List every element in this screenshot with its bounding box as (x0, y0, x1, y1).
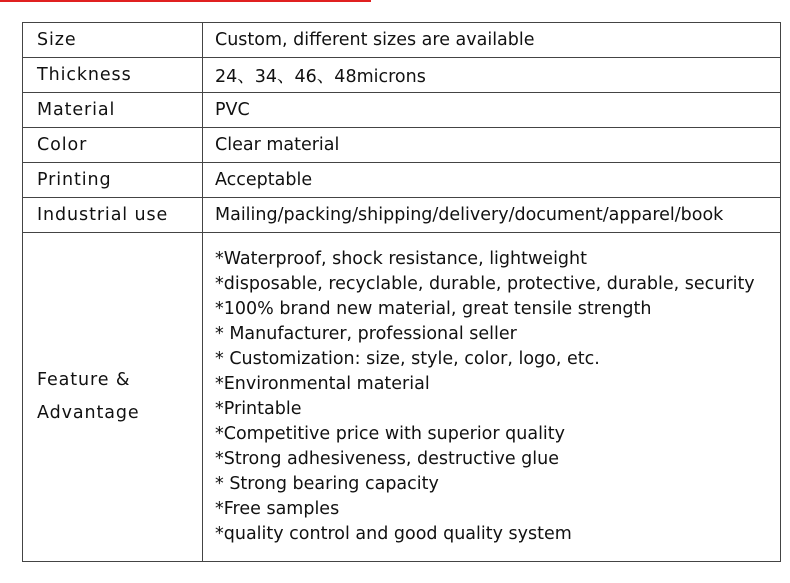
list-item: *Competitive price with superior quality (215, 424, 566, 444)
table-row (23, 163, 781, 198)
feature-label-line: Feature & (37, 370, 131, 390)
row-label: Industrial use (23, 198, 203, 233)
feature-label (23, 233, 203, 562)
row-value: Clear material (203, 128, 781, 163)
list-item: *quality control and good quality system (215, 524, 572, 544)
row-value: Acceptable (203, 163, 781, 198)
list-item: *Strong adhesiveness, destructive glue (215, 449, 560, 469)
table-row (23, 198, 781, 233)
list-item: *Free samples (215, 499, 340, 519)
spec-table (22, 22, 781, 562)
feature-label-line: Advantage (37, 403, 140, 423)
row-label: Thickness (23, 58, 203, 93)
list-item: * Customization: size, style, color, logo, etc. (215, 349, 600, 369)
table-row (23, 58, 781, 93)
list-item: *Printable (215, 399, 302, 419)
list-item: * Manufacturer, professional seller (215, 324, 517, 344)
row-value: PVC (203, 93, 781, 128)
table-row (23, 128, 781, 163)
row-value: 24、34、46、48microns (203, 58, 781, 93)
table-row (23, 23, 781, 58)
row-label: Size (23, 23, 203, 58)
row-label: Color (23, 128, 203, 163)
row-label: Printing (23, 163, 203, 198)
row-value: Mailing/packing/shipping/delivery/document/apparel/book (203, 198, 781, 233)
row-value: Custom, different sizes are available (203, 23, 781, 58)
table-row-feature (23, 233, 781, 562)
feature-list-cell (203, 233, 781, 562)
list-item: * Strong bearing capacity (215, 474, 439, 494)
list-item: *Waterproof, shock resistance, lightweight (215, 249, 587, 269)
table-row (23, 93, 781, 128)
list-item: *Environmental material (215, 374, 430, 394)
list-item: *disposable, recyclable, durable, protective, durable, security (215, 274, 755, 294)
row-label: Material (23, 93, 203, 128)
list-item: *100% brand new material, great tensile strength (215, 299, 652, 319)
accent-line (0, 0, 371, 2)
feature-list (215, 247, 780, 547)
